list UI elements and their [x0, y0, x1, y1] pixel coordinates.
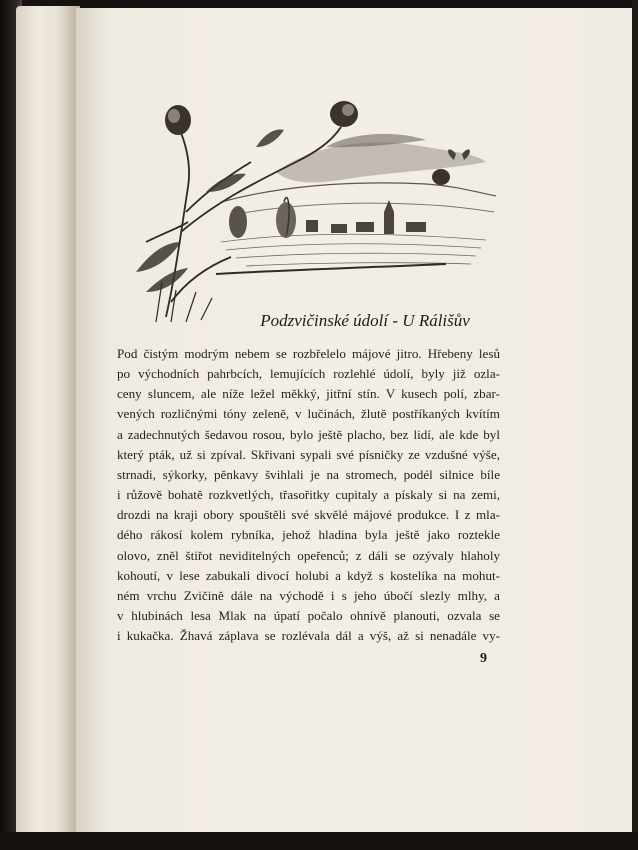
text-line: olovo, zněl štiřot neviditelných opeřenců; z dáli se ozývaly hlaholy [117, 547, 500, 563]
text-line: po východních pahrbcích, lemujících rozlehlé údolí, byly již ozla- [117, 366, 500, 382]
text-line: drozdi na kraji obory spouštěli své skvělé májové produkce. I z mla- [117, 507, 500, 523]
right-edge-shadow [632, 0, 638, 850]
body-paragraph [117, 344, 500, 646]
previous-page-edge [16, 6, 80, 838]
text-line: kohoutí, v lese zabukali divocí holubi a když s kostelíka na mohut- [117, 567, 500, 583]
text-line: i kukačka. Žhavá záplava se rozlévala dál a výš, až si nenadále vy- [117, 628, 500, 644]
text-line: Pod čistým modrým nebem se rozbřelelo májové jitro. Hřebeny lesů [117, 346, 500, 361]
text-line: v hlubinách lesa Mlak na úpatí počalo ohnivě planouti, ozvala se [117, 608, 500, 624]
backdrop-bottom [0, 832, 638, 850]
illustration-caption: Podzvičinské údolí - U Rálišův [260, 311, 470, 330]
page-number: 9 [480, 651, 487, 666]
text-line: a zadechnutých šedavou rosou, bylo ještě placho, bez lidí, ale kde byl [117, 426, 500, 442]
text-line: dého rákosí kolem rybníka, jehož hladina byla ještě jako roztekle [117, 527, 500, 543]
text-line: i růžově bohatě rozkvetlých, třasořitky cupitaly a pískaly si na zemi, [117, 487, 500, 503]
text-line: který pták, už si zpíval. Skřivani sypali své písničky ze vzdušné výše, [117, 446, 500, 462]
text-line: strnadi, sýkorky, pěnkavy švihlali je na stromech, podél silnice bíle [117, 466, 500, 482]
landscape-illustration [126, 92, 502, 324]
text-line: vených rozličnými tóny zeleně, v lučinách, žlutě postříkaných kvítím [117, 406, 500, 422]
text-line: ceny sluncem, ale níže ležel měkký, jitřní stín. V kusech polí, zbar- [117, 386, 500, 402]
text-line: ném vrchu Zvičině dále na východě i s jeho úbočí slezly mlhy, a [117, 587, 500, 603]
